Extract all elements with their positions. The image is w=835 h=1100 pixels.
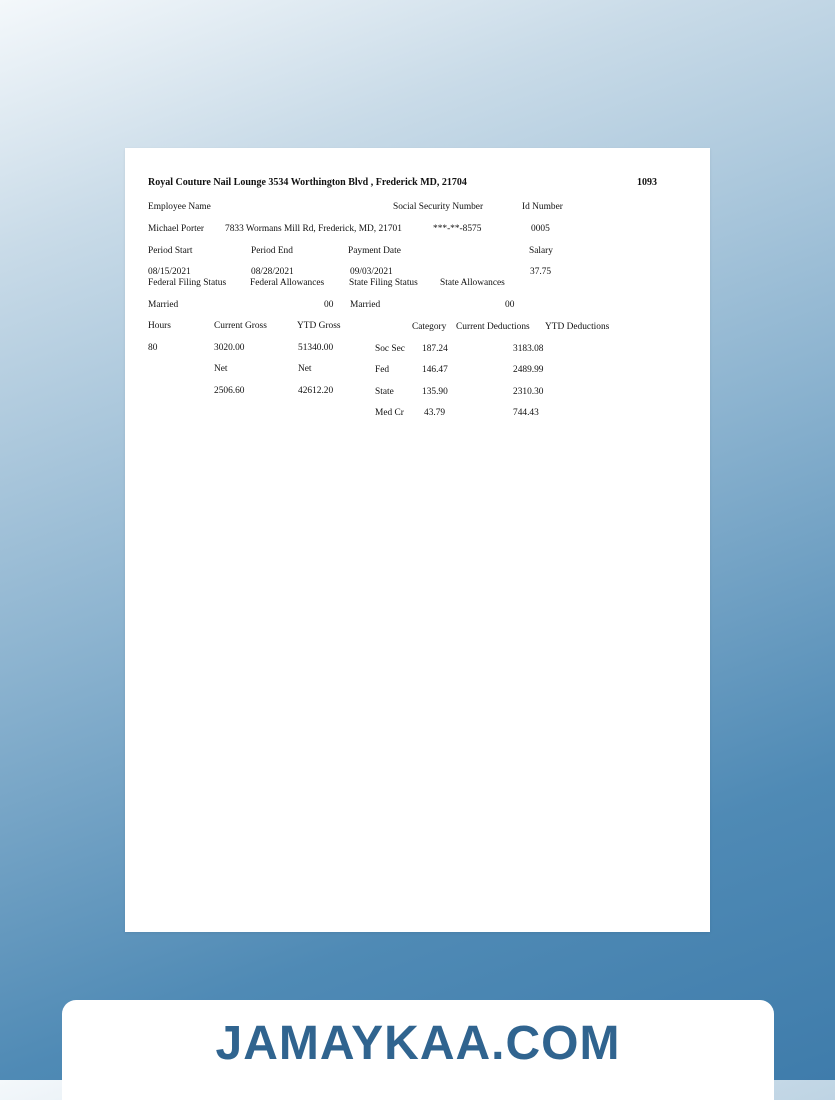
deduction-category: Soc Sec [375, 344, 405, 354]
deduction-ytd: 2489.99 [513, 365, 544, 375]
deduction-current: 187.24 [422, 344, 448, 354]
period-start: 08/15/2021 [148, 267, 191, 277]
current-gross: 3020.00 [214, 343, 245, 353]
id-number-label: Id Number [522, 202, 563, 212]
deduction-category: Med Cr [375, 408, 404, 418]
ytd-gross: 51340.00 [298, 343, 334, 353]
watermark-text: JAMAYKAA.COM [215, 1017, 621, 1070]
deduction-category: Fed [375, 365, 390, 375]
federal-allowances: 00 [324, 300, 334, 310]
ytd-net: 42612.20 [298, 386, 334, 396]
state-filing-status-label: State Filing Status [349, 278, 418, 288]
ssn-label: Social Security Number [393, 202, 484, 212]
ytd-deductions-label: YTD Deductions [545, 322, 610, 332]
salary-label: Salary [529, 246, 553, 256]
deduction-current: 146.47 [422, 365, 448, 375]
employee-ssn: ***-**-8575 [433, 224, 482, 234]
category-label: Category [412, 322, 447, 332]
deduction-category: State [375, 387, 394, 397]
state-allowances-label: State Allowances [440, 278, 505, 288]
hours-value: 80 [148, 343, 158, 353]
ytd-gross-label: YTD Gross [297, 321, 341, 331]
net-current-label: Net [214, 364, 228, 374]
deduction-ytd: 744.43 [513, 408, 539, 418]
period-start-label: Period Start [148, 246, 193, 256]
watermark-banner [62, 1000, 774, 1100]
period-end: 08/28/2021 [251, 267, 294, 277]
period-end-label: Period End [251, 246, 293, 256]
federal-allowances-label: Federal Allowances [250, 278, 325, 288]
salary-value: 37.75 [530, 267, 552, 277]
employee-address: 7833 Wormans Mill Rd, Frederick, MD, 21701 [225, 224, 402, 234]
payment-date-label: Payment Date [348, 246, 401, 256]
employee-id: 0005 [531, 224, 550, 234]
payment-date: 09/03/2021 [350, 267, 393, 277]
current-net: 2506.60 [214, 386, 245, 396]
deduction-current: 135.90 [422, 387, 448, 397]
net-ytd-label: Net [298, 364, 312, 374]
current-gross-label: Current Gross [214, 321, 267, 331]
federal-filing-status: Married [148, 300, 179, 310]
deduction-ytd: 2310.30 [513, 387, 544, 397]
pay-stub-document [125, 148, 710, 932]
state-filing-status: Married [350, 300, 381, 310]
current-deductions-label: Current Deductions [456, 322, 530, 332]
deduction-current: 43.79 [424, 408, 446, 418]
hours-label: Hours [148, 321, 171, 331]
employee-name-label: Employee Name [148, 202, 211, 212]
federal-filing-status-label: Federal Filing Status [148, 278, 227, 288]
employee-name: Michael Porter [148, 224, 204, 234]
check-number: 1093 [637, 177, 657, 188]
deduction-ytd: 3183.08 [513, 344, 544, 354]
company-header: Royal Couture Nail Lounge 3534 Worthington Blvd , Frederick MD, 21704 [148, 177, 467, 188]
state-allowances: 00 [505, 300, 515, 310]
